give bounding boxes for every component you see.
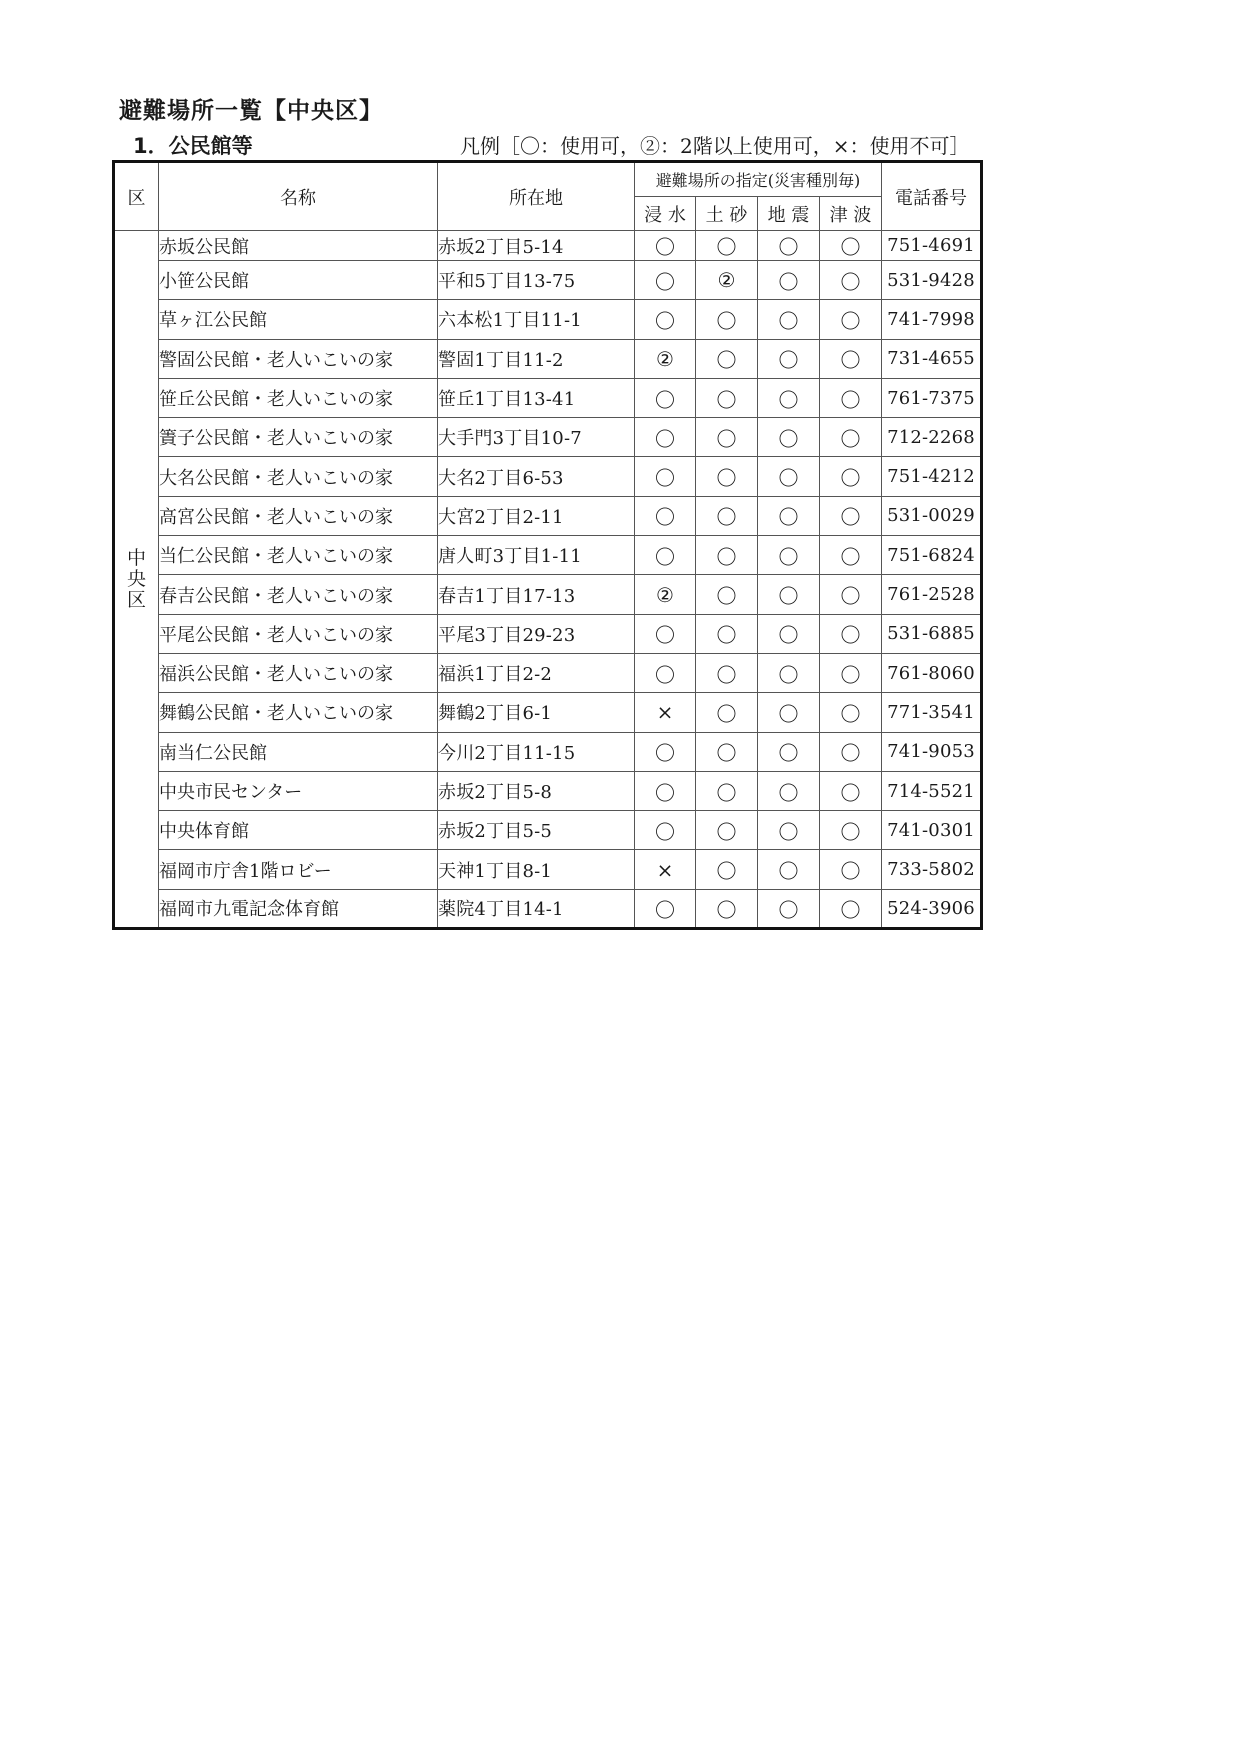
tsunami-mark: 〇 [820,300,882,339]
facility-address: 笹丘1丁目13-41 [438,378,635,417]
flood-mark: 〇 [635,811,696,850]
tsunami-mark: 〇 [820,378,882,417]
facility-name: 福浜公民館・老人いこいの家 [159,653,438,692]
table-row [114,457,982,496]
facility-address: 警固1丁目11-2 [438,339,635,378]
tsunami-mark: 〇 [820,418,882,457]
tsunami-mark: 〇 [820,575,882,614]
earthquake-mark: 〇 [758,889,820,928]
facility-address: 福浜1丁目2-2 [438,653,635,692]
earthquake-mark: 〇 [758,418,820,457]
landslide-mark: 〇 [696,418,758,457]
landslide-mark: 〇 [696,771,758,810]
landslide-mark: 〇 [696,378,758,417]
earthquake-mark: 〇 [758,339,820,378]
phone-number: 712-2268 [882,418,982,457]
landslide-mark: 〇 [696,889,758,928]
facility-name: 福岡市庁舎1階ロビー [159,850,438,889]
tsunami-mark: 〇 [820,339,882,378]
flood-mark: 〇 [635,536,696,575]
facility-address: 薬院4丁目14-1 [438,889,635,928]
facility-address: 赤坂2丁目5-8 [438,771,635,810]
facility-address: 天神1丁目8-1 [438,850,635,889]
flood-mark: 〇 [635,378,696,417]
table-row [114,378,982,417]
table-row [114,575,982,614]
header-name: 名称 [159,162,438,231]
flood-mark: 〇 [635,231,696,261]
landslide-mark: 〇 [696,536,758,575]
tsunami-mark: 〇 [820,693,882,732]
table-row [114,418,982,457]
table-row [114,732,982,771]
phone-number: 741-7998 [882,300,982,339]
phone-number: 751-4212 [882,457,982,496]
table-body [114,231,982,929]
phone-number: 751-6824 [882,536,982,575]
facility-name: 警固公民館・老人いこいの家 [159,339,438,378]
earthquake-mark: 〇 [758,300,820,339]
facility-address: 春吉1丁目17-13 [438,575,635,614]
facility-name: 簀子公民館・老人いこいの家 [159,418,438,457]
tsunami-mark: 〇 [820,732,882,771]
table-row [114,889,982,928]
flood-mark: 〇 [635,732,696,771]
ward-char: 中 [126,546,146,569]
phone-number: 761-7375 [882,378,982,417]
landslide-mark: 〇 [696,575,758,614]
flood-mark: 〇 [635,771,696,810]
page-title: 避難場所一覧【中央区】 [119,98,383,124]
phone-number: 771-3541 [882,693,982,732]
flood-mark: 〇 [635,457,696,496]
earthquake-mark: 〇 [758,457,820,496]
facility-name: 赤坂公民館 [159,231,438,261]
table-row [114,261,982,300]
facility-name: 中央体育館 [159,811,438,850]
table-row [114,231,982,261]
tsunami-mark: 〇 [820,536,882,575]
landslide-mark: 〇 [696,850,758,889]
facility-name: 草ヶ江公民館 [159,300,438,339]
flood-mark: 〇 [635,418,696,457]
facility-address: 舞鶴2丁目6-1 [438,693,635,732]
ward-char: 区 [126,588,146,611]
header-address: 所在地 [438,162,635,231]
phone-number: 731-4655 [882,339,982,378]
facility-address: 六本松1丁目11-1 [438,300,635,339]
phone-number: 524-3906 [882,889,982,928]
earthquake-mark: 〇 [758,261,820,300]
earthquake-mark: 〇 [758,811,820,850]
table-row [114,496,982,535]
flood-mark: 〇 [635,653,696,692]
legend: 凡例［〇：使用可，②：2階以上使用可，×：使用不可］ [460,134,970,158]
facility-name: 中央市民センター [159,771,438,810]
earthquake-mark: 〇 [758,536,820,575]
table-row [114,653,982,692]
facility-name: 平尾公民館・老人いこいの家 [159,614,438,653]
landslide-mark: 〇 [696,231,758,261]
tsunami-mark: 〇 [820,231,882,261]
earthquake-mark: 〇 [758,231,820,261]
facility-address: 赤坂2丁目5-14 [438,231,635,261]
facility-name: 笹丘公民館・老人いこいの家 [159,378,438,417]
header-tsunami: 津 波 [820,197,882,231]
facility-address: 平和5丁目13-75 [438,261,635,300]
earthquake-mark: 〇 [758,614,820,653]
phone-number: 531-9428 [882,261,982,300]
earthquake-mark: 〇 [758,771,820,810]
landslide-mark: 〇 [696,732,758,771]
flood-mark: 〇 [635,889,696,928]
table-row [114,300,982,339]
phone-number: 531-6885 [882,614,982,653]
facility-name: 舞鶴公民館・老人いこいの家 [159,693,438,732]
tsunami-mark: 〇 [820,614,882,653]
landslide-mark: 〇 [696,339,758,378]
facility-address: 今川2丁目11-15 [438,732,635,771]
header-flood: 浸 水 [635,197,696,231]
earthquake-mark: 〇 [758,693,820,732]
facility-name: 当仁公民館・老人いこいの家 [159,536,438,575]
landslide-mark: 〇 [696,496,758,535]
facility-name: 小笹公民館 [159,261,438,300]
table-row [114,850,982,889]
tsunami-mark: 〇 [820,653,882,692]
facility-address: 唐人町3丁目1-11 [438,536,635,575]
facility-name: 福岡市九電記念体育館 [159,889,438,928]
table-row [114,693,982,732]
table-row [114,614,982,653]
tsunami-mark: 〇 [820,850,882,889]
landslide-mark: 〇 [696,693,758,732]
facility-name: 春吉公民館・老人いこいの家 [159,575,438,614]
earthquake-mark: 〇 [758,653,820,692]
section-title: 1．公民館等 [133,134,253,158]
flood-mark: × [635,693,696,732]
earthquake-mark: 〇 [758,575,820,614]
landslide-mark: 〇 [696,457,758,496]
table-row [114,339,982,378]
table-row [114,536,982,575]
phone-number: 531-0029 [882,496,982,535]
facility-address: 大宮2丁目2-11 [438,496,635,535]
flood-mark: × [635,850,696,889]
header-landslide: 土 砂 [696,197,758,231]
tsunami-mark: 〇 [820,261,882,300]
header-phone: 電話番号 [882,162,982,231]
facility-name: 南当仁公民館 [159,732,438,771]
earthquake-mark: 〇 [758,732,820,771]
phone-number: 761-2528 [882,575,982,614]
tsunami-mark: 〇 [820,889,882,928]
phone-number: 751-4691 [882,231,982,261]
phone-number: 741-0301 [882,811,982,850]
phone-number: 761-8060 [882,653,982,692]
landslide-mark: 〇 [696,614,758,653]
facility-name: 大名公民館・老人いこいの家 [159,457,438,496]
flood-mark: ② [635,575,696,614]
phone-number: 741-9053 [882,732,982,771]
landslide-mark: 〇 [696,811,758,850]
tsunami-mark: 〇 [820,457,882,496]
phone-number: 714-5521 [882,771,982,810]
facility-address: 大名2丁目6-53 [438,457,635,496]
earthquake-mark: 〇 [758,850,820,889]
earthquake-mark: 〇 [758,378,820,417]
ward-char: 央 [126,567,146,590]
header-ward: 区 [114,162,159,231]
facility-address: 平尾3丁目29-23 [438,614,635,653]
flood-mark: ② [635,339,696,378]
flood-mark: 〇 [635,261,696,300]
tsunami-mark: 〇 [820,496,882,535]
header-earthquake: 地 震 [758,197,820,231]
landslide-mark: ② [696,261,758,300]
phone-number: 733-5802 [882,850,982,889]
header-designation-group: 避難場所の指定(災害種別毎) [635,162,882,197]
shelter-table [112,160,983,930]
table-row [114,771,982,810]
flood-mark: 〇 [635,300,696,339]
table-row [114,811,982,850]
ward-cell [114,231,159,929]
earthquake-mark: 〇 [758,496,820,535]
facility-address: 赤坂2丁目5-5 [438,811,635,850]
facility-name: 高宮公民館・老人いこいの家 [159,496,438,535]
flood-mark: 〇 [635,496,696,535]
tsunami-mark: 〇 [820,771,882,810]
flood-mark: 〇 [635,614,696,653]
facility-address: 大手門3丁目10-7 [438,418,635,457]
landslide-mark: 〇 [696,653,758,692]
landslide-mark: 〇 [696,300,758,339]
tsunami-mark: 〇 [820,811,882,850]
